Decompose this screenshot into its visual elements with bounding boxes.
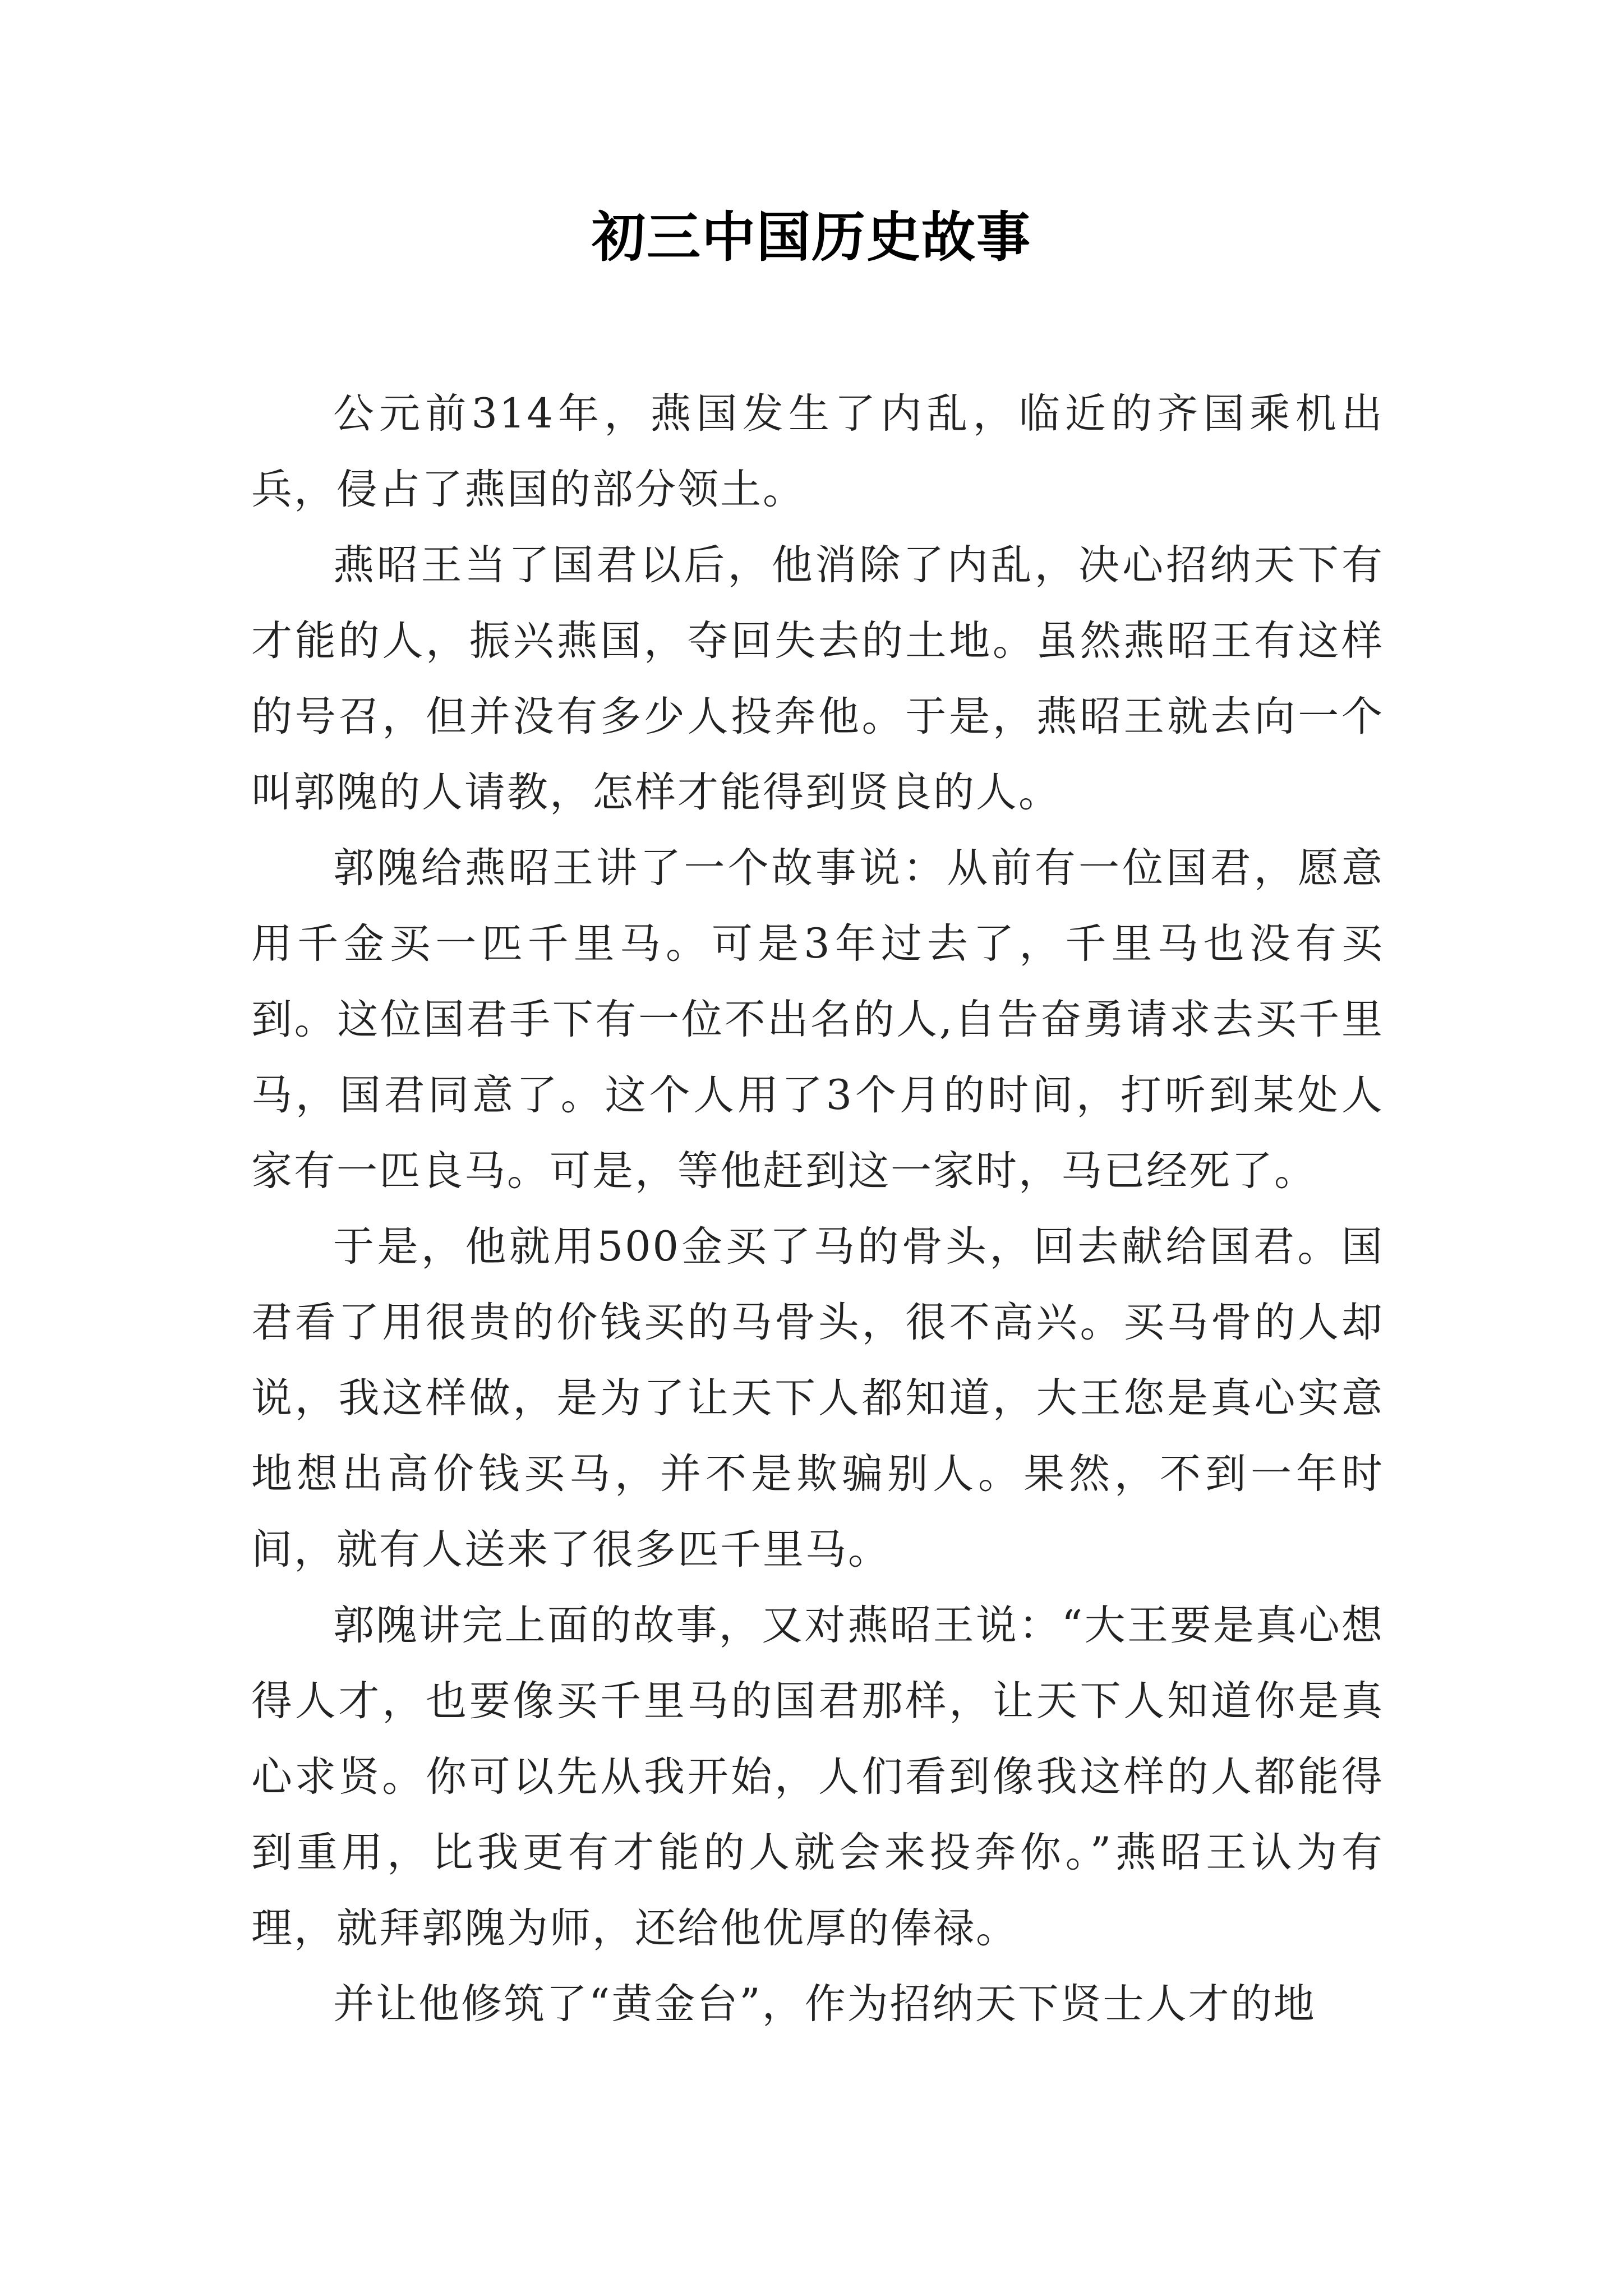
paragraph: 并让他修筑了“黄金台”，作为招纳天下贤士人才的地 — [333, 1980, 1316, 2028]
paragraph: 郭隗讲完上面的故事，又对燕昭王说：“大王要是真心想得人才，也要像买千里马的国君那样，让天下人知道你是真心求贤。你可以先从我开始，人们看到像我这样的人都能得到重用，比我更有才能的人就会来投奔你。”燕昭王认为有理，就拜郭隗为师，还给他优厚的俸禄。 — [251, 1602, 1384, 1952]
paragraph: 郭隗给燕昭王讲了一个故事说：从前有一位国君，愿意用千金买一匹千里马。可是3年过去了，千里马也没有买到。这位国君手下有一位不出名的人,自告奋勇请求去买千里马，国君同意了。这个人用了3个月的时间，打听到某处人家有一匹良马。可是，等他赶到这一家时，马已经死了。 — [251, 844, 1384, 1195]
paragraph: 公元前314年，燕国发生了内乱，临近的齐国乘机出兵，侵占了燕国的部分领土。 — [251, 390, 1384, 513]
document-body — [251, 376, 1384, 2042]
paragraph: 于是，他就用500金买了马的骨头，回去献给国君。国君看了用很贵的价钱买的马骨头，很不高兴。买马骨的人却说，我这样做，是为了让天下人都知道，大王您是真心实意地想出高价钱买马，并不是欺骗别人。果然，不到一年时间，就有人送来了很多匹千里马。 — [251, 1223, 1384, 1573]
paragraph: 燕昭王当了国君以后，他消除了内乱，决心招纳天下有才能的人，振兴燕国，夺回失去的土地。虽然燕昭王有这样的号召，但并没有多少人投奔他。于是，燕昭王就去向一个叫郭隗的人请教，怎样才能得到贤良的人。 — [251, 541, 1384, 816]
document-title: 初三中国历史故事 — [592, 205, 1031, 269]
